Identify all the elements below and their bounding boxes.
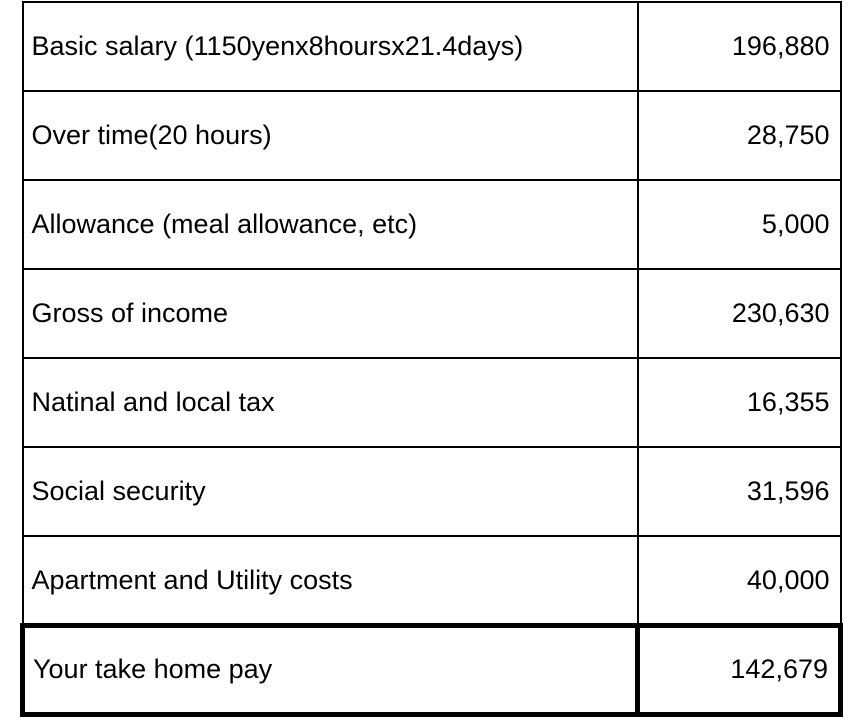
row-label: Basic salary (1150yenx8hoursx21.4days) xyxy=(23,2,638,91)
row-value: 31,596 xyxy=(638,447,841,536)
row-value: 196,880 xyxy=(638,2,841,91)
table-row xyxy=(23,269,841,358)
table-row xyxy=(23,358,841,447)
row-label: Social security xyxy=(23,447,638,536)
row-label: Allowance (meal allowance, etc) xyxy=(23,180,638,269)
row-value: 40,000 xyxy=(638,536,841,625)
table-row xyxy=(23,91,841,180)
row-label: Your take home pay xyxy=(23,625,638,714)
table-row xyxy=(23,447,841,536)
row-value: 16,355 xyxy=(638,358,841,447)
salary-table-body xyxy=(23,2,841,714)
row-value: 230,630 xyxy=(638,269,841,358)
salary-table xyxy=(20,1,843,717)
table-row xyxy=(23,536,841,625)
row-value: 28,750 xyxy=(638,91,841,180)
row-label: Gross of income xyxy=(23,269,638,358)
row-label: Apartment and Utility costs xyxy=(23,536,638,625)
row-label: Over time(20 hours) xyxy=(23,91,638,180)
row-value: 5,000 xyxy=(638,180,841,269)
row-label: Natinal and local tax xyxy=(23,358,638,447)
table-row xyxy=(23,2,841,91)
table-row-total xyxy=(23,625,841,714)
row-value: 142,679 xyxy=(638,625,841,714)
table-row xyxy=(23,180,841,269)
